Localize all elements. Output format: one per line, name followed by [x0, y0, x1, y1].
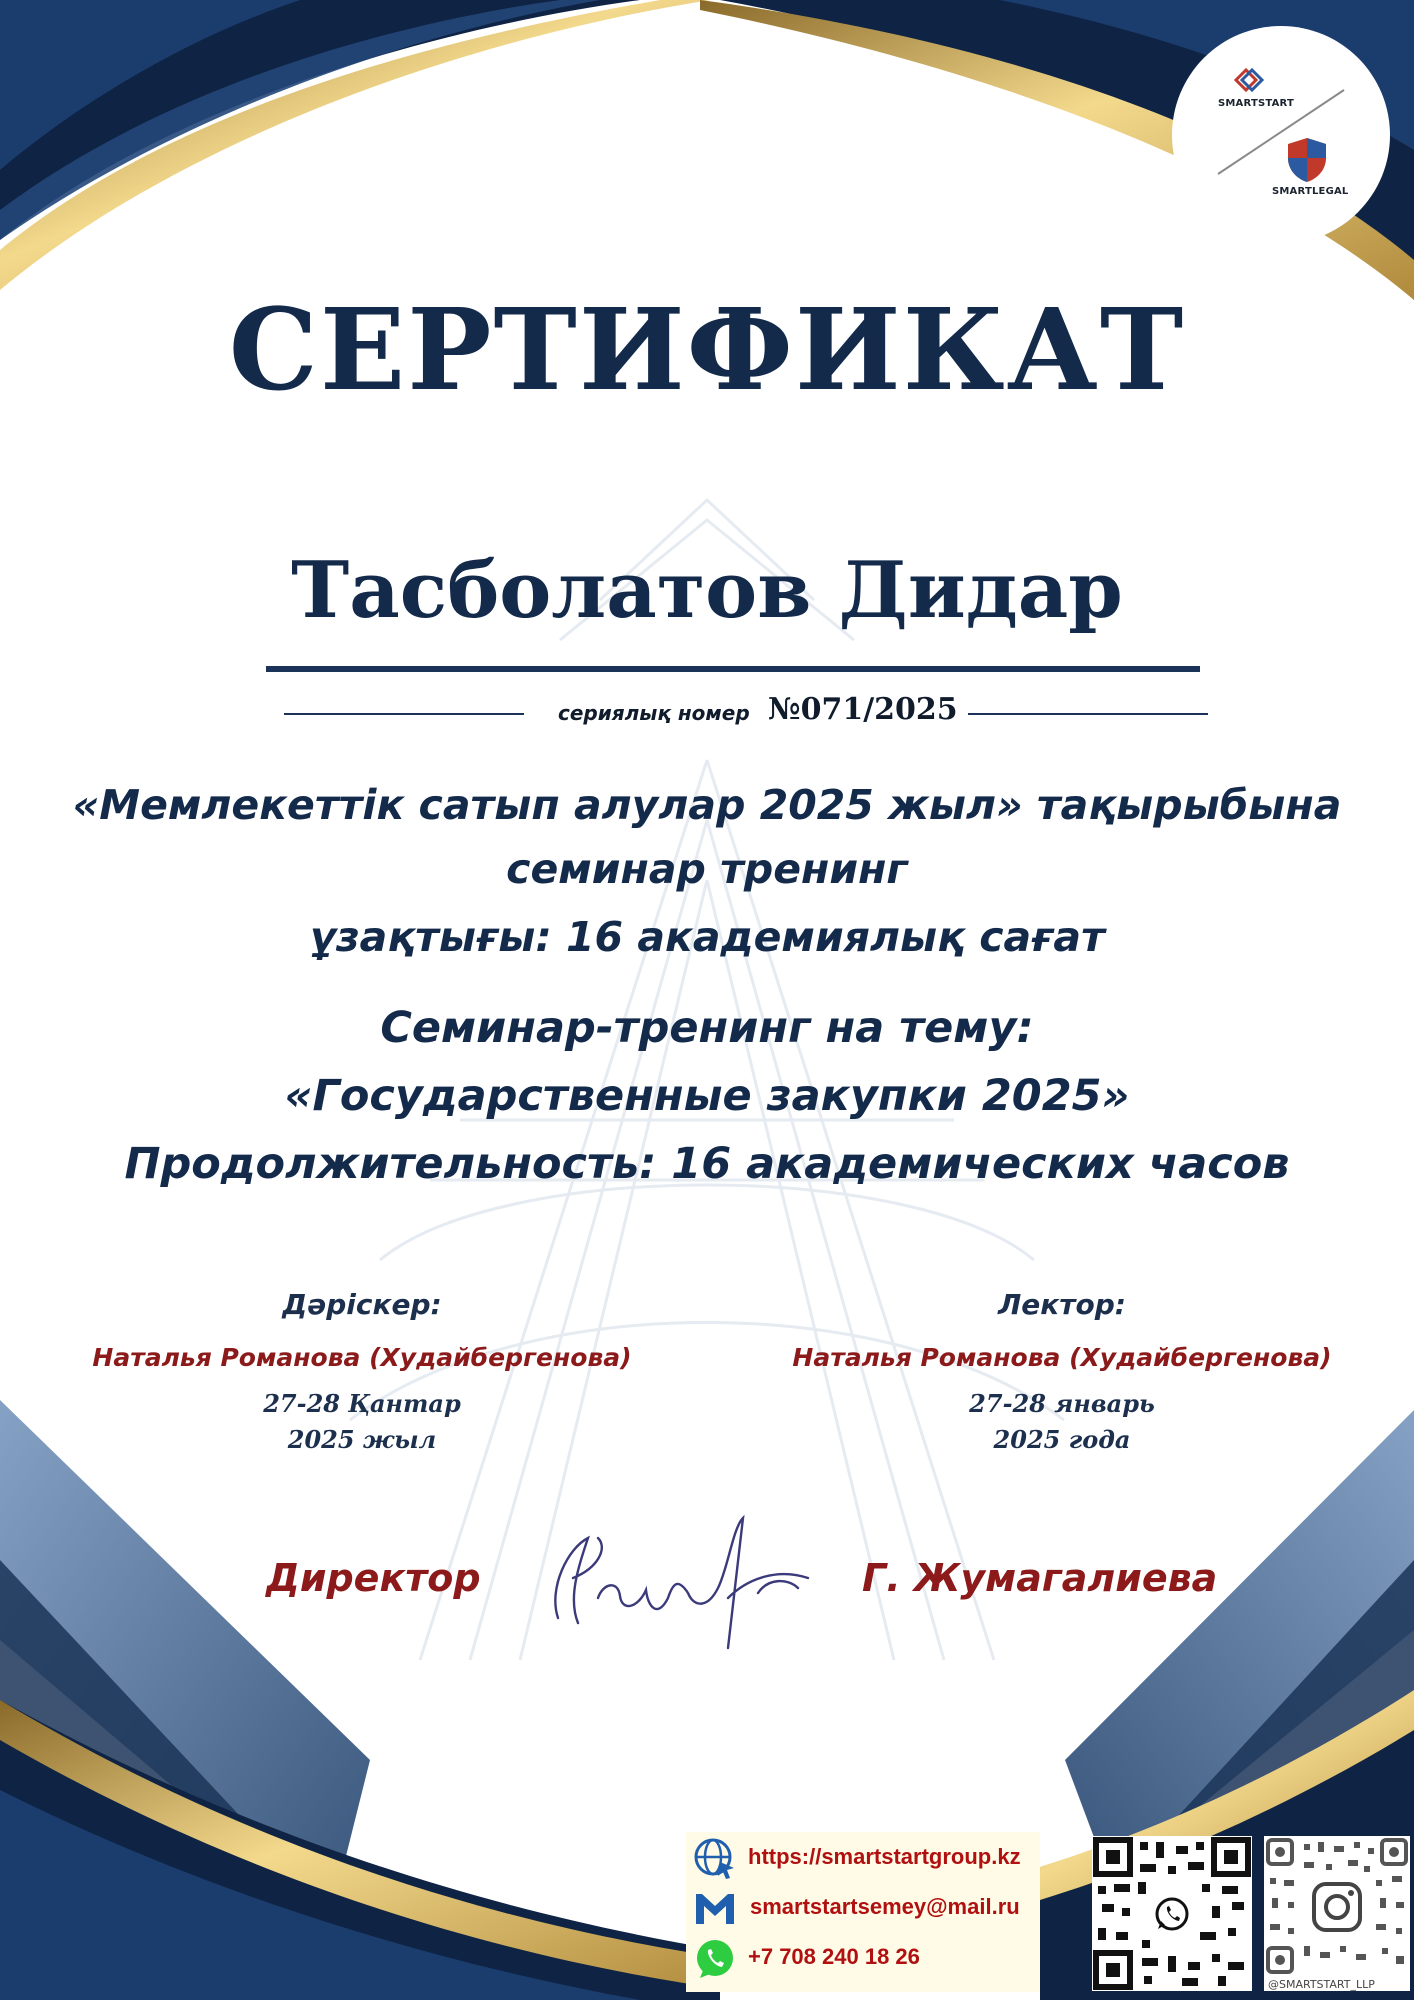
lecture-date-kz-year: 2025 жыл: [287, 1425, 437, 1454]
kz-line-1: «Мемлекеттік сатып алулар 2025 жыл» тақырыбына: [72, 781, 1342, 829]
lecturer-name-kz: Наталья Романова (Худайбергенова): [92, 1343, 632, 1372]
globe-icon: [692, 1836, 738, 1882]
course-description-ru: [0, 994, 1414, 1198]
instagram-qr-code[interactable]: [1264, 1836, 1410, 1991]
lecture-date-kz-days: 27-28 Қантар: [263, 1389, 461, 1418]
website-link[interactable]: https://smartstartgroup.kz: [748, 1844, 1021, 1869]
serial-number: №071/2025: [768, 692, 958, 727]
mail-icon: [692, 1888, 738, 1928]
lecturer-block-kz: [72, 1288, 652, 1458]
recipient-name: Тасболатов Дидар: [291, 545, 1123, 636]
ru-line-3: Продолжительность: 16 академических часов: [124, 1139, 1290, 1189]
lecture-date-ru-days: 27-28 январь: [969, 1389, 1155, 1418]
smartlegal-logo-text: SMARTLEGAL: [1272, 186, 1349, 197]
lecture-date-ru: [772, 1386, 1352, 1458]
instagram-qr-icon: [1264, 1836, 1410, 1976]
course-description-kz: [0, 773, 1414, 969]
smartstart-logo-text: SMARTSTART: [1218, 98, 1295, 109]
instagram-handle: @SMARTSTART_LLP: [1268, 1978, 1375, 1991]
certificate-title: СЕРТИФИКАТ: [228, 285, 1186, 416]
kz-line-3: ұзақтығы: 16 академиялық сағат: [309, 913, 1105, 961]
director-name: Г. Жумагалиева: [862, 1556, 1218, 1600]
lecturer-role-kz: Дәрiскер:: [282, 1288, 442, 1321]
lecturer-role-ru: Лектор:: [998, 1288, 1126, 1321]
whatsapp-qr-code[interactable]: [1092, 1836, 1252, 1991]
director-title: Директор: [266, 1556, 481, 1600]
lecture-date-kz: [72, 1386, 652, 1458]
lecture-date-ru-year: 2025 года: [993, 1425, 1131, 1454]
director-signature: [528, 1508, 828, 1658]
kz-line-2: семинар тренинг: [506, 845, 908, 893]
serial-line-left: [284, 713, 524, 715]
name-underline: [266, 666, 1200, 672]
contact-box: [686, 1832, 1040, 1992]
whatsapp-qr-icon: [1092, 1836, 1252, 1991]
lecturer-block-ru: [772, 1288, 1352, 1458]
serial-label: сериялық номер: [558, 701, 750, 725]
email-link[interactable]: smartstartsemey@mail.ru: [750, 1894, 1020, 1919]
smartlegal-shield-icon: [1286, 136, 1328, 184]
ru-line-1: Семинар-тренинг на тему:: [380, 1003, 1034, 1053]
whatsapp-icon: [692, 1936, 738, 1982]
logo-badge: [1172, 26, 1390, 244]
ru-line-2: «Государственные закупки 2025»: [284, 1071, 1130, 1121]
lecturer-name-ru: Наталья Романова (Худайбергенова): [792, 1343, 1332, 1372]
serial-line-right: [968, 713, 1208, 715]
phone-number[interactable]: +7 708 240 18 26: [748, 1944, 920, 1969]
